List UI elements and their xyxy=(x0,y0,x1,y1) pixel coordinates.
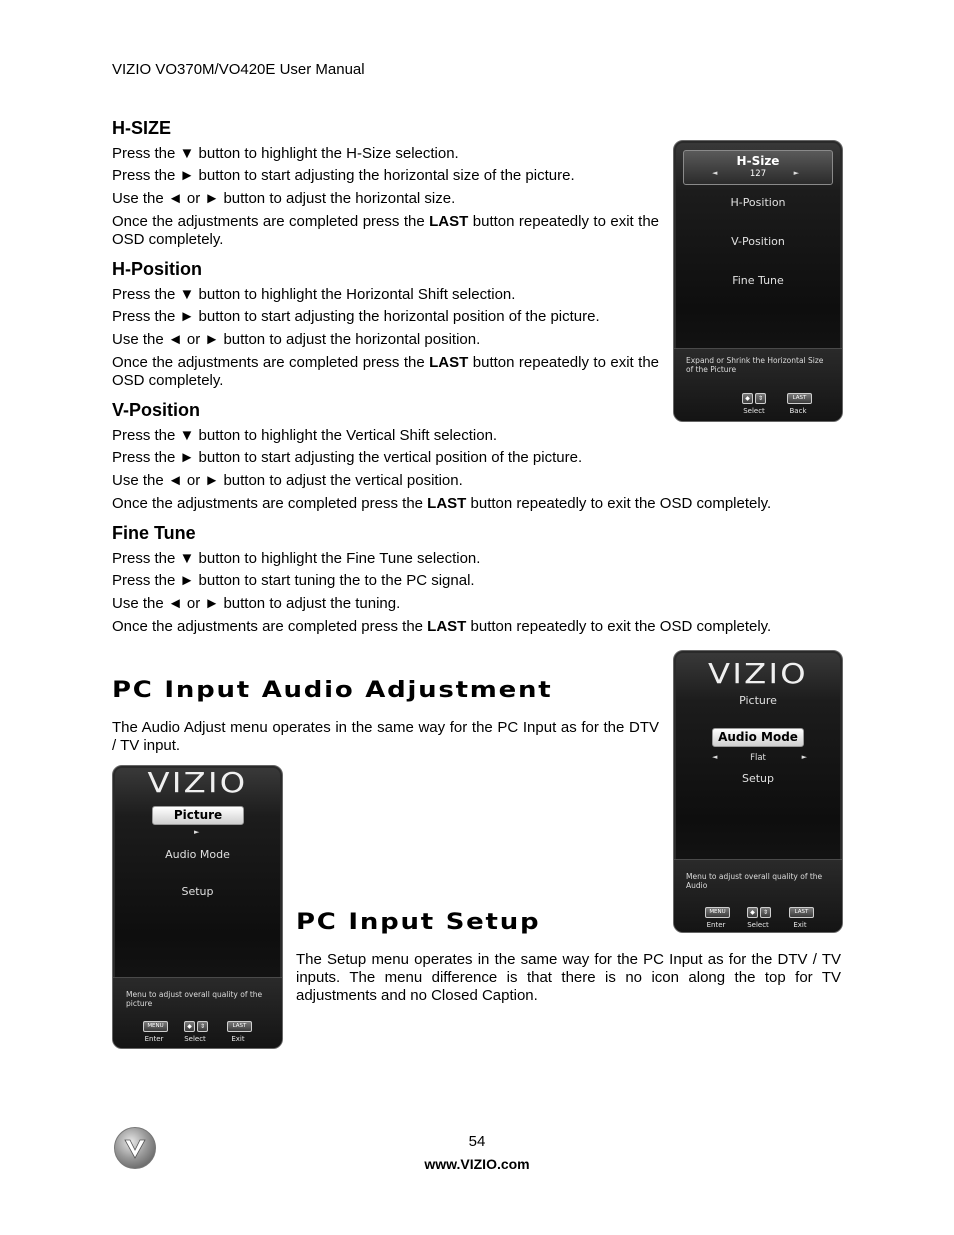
osd-item-v-position: V-Position xyxy=(731,235,785,248)
last-key-icon: LAST xyxy=(789,907,814,918)
osd-h-size-menu xyxy=(673,140,843,422)
fine-tune-heading: Fine Tune xyxy=(112,523,196,543)
osd-help-bar xyxy=(113,977,282,1048)
h-size-heading: H-SIZE xyxy=(112,118,172,138)
h-size-value: 127 xyxy=(749,169,767,179)
fine-tune-step-2: Press the ► button to start tuning the to the PC signal. xyxy=(112,572,475,589)
h-size-step-1: Press the ▼ button to highlight the H-Size selection. xyxy=(112,145,459,162)
enter-label: Enter xyxy=(144,1035,164,1043)
up-down-key-icon: ⇕ xyxy=(755,393,766,404)
right-arrow-icon: ► xyxy=(801,753,807,761)
enter-label: Enter xyxy=(706,921,726,929)
h-size-title: H-Size xyxy=(736,154,780,168)
osd-item-audio-mode-selected: Audio Mode xyxy=(712,728,804,747)
left-arrow-icon: ◄ xyxy=(712,753,718,761)
h-position-step-2: Press the ► button to start adjusting the horizontal position of the picture. xyxy=(112,308,600,325)
last-key-icon: LAST xyxy=(787,393,812,404)
exit-label: Exit xyxy=(231,1035,245,1043)
fine-tune-step-4: Once the adjustments are completed press the LAST button repeatedly to exit the OSD completely. xyxy=(112,618,772,635)
up-down-key-icon: ⇕ xyxy=(760,907,771,918)
osd-item-setup: Setup xyxy=(181,885,214,898)
page-number: 54 xyxy=(468,1133,486,1150)
osd-item-picture-selected: Picture xyxy=(152,806,244,825)
osd-help-text: Menu to adjust overall quality of the picture xyxy=(126,990,263,1008)
up-down-key-icon: ⇕ xyxy=(197,1021,208,1032)
h-position-step-3: Use the ◄ or ► button to adjust the horizontal position. xyxy=(112,331,481,348)
h-size-selected-box xyxy=(683,150,833,185)
select-label: Select xyxy=(747,921,769,929)
osd-help-bar xyxy=(674,348,842,421)
osd-item-picture: Picture xyxy=(739,694,777,707)
v-position-step-3: Use the ◄ or ► button to adjust the vertical position. xyxy=(112,472,463,489)
osd-help-text: Menu to adjust overall quality of the Audio xyxy=(686,872,823,890)
v-position-step-1: Press the ▼ button to highlight the Vertical Shift selection. xyxy=(112,427,498,444)
menu-key-icon: MENU xyxy=(143,1021,168,1032)
osd-help-text: Expand or Shrink the Horizontal Size of the Picture xyxy=(686,356,824,374)
left-right-key-icon: ◆ xyxy=(742,393,753,404)
osd-help-bar xyxy=(674,859,842,932)
left-arrow-icon: ◄ xyxy=(712,169,718,177)
select-label: Select xyxy=(184,1035,206,1043)
setup-section-body: The Setup menu operates in the same way for the PC Input as for the DTV / TV inputs. The menu difference is that there is no icon along the top for TV adjustments and no Closed Caption. xyxy=(296,951,841,1004)
h-position-step-4: Once the adjustments are completed press the LAST button repeatedly to exit the OSD completely. xyxy=(112,354,660,389)
osd-item-setup: Setup xyxy=(741,772,775,785)
running-header: VIZIO VO370M/VO420E User Manual xyxy=(112,61,365,78)
h-size-step-3: Use the ◄ or ► button to adjust the horizontal size. xyxy=(112,190,456,207)
h-position-step-1: Press the ▼ button to highlight the Horizontal Shift selection. xyxy=(112,286,516,303)
fine-tune-step-1: Press the ▼ button to highlight the Fine Tune selection. xyxy=(112,550,481,567)
last-key-icon: LAST xyxy=(227,1021,252,1032)
h-position-heading: H-Position xyxy=(112,259,202,279)
select-label: Select xyxy=(743,407,765,415)
left-right-key-icon: ◆ xyxy=(747,907,758,918)
osd-item-fine-tune: Fine Tune xyxy=(732,274,784,287)
osd-audio-menu xyxy=(673,650,843,933)
menu-key-icon: MENU xyxy=(705,907,730,918)
left-right-key-icon: ◆ xyxy=(184,1021,195,1032)
setup-section-heading: PC Input Setup xyxy=(296,910,541,935)
v-position-step-2: Press the ► button to start adjusting the vertical position of the picture. xyxy=(112,449,583,466)
h-size-step-2: Press the ► button to start adjusting the horizontal size of the picture. xyxy=(112,167,575,184)
right-arrow-icon: ► xyxy=(194,828,200,836)
audio-mode-value: Flat xyxy=(750,753,766,763)
osd-item-audio-mode: Audio Mode xyxy=(165,848,230,861)
v-position-step-4: Once the adjustments are completed press the LAST button repeatedly to exit the OSD completely. xyxy=(112,495,772,512)
exit-label: Exit xyxy=(793,921,807,929)
osd-item-h-position: H-Position xyxy=(730,196,786,209)
osd-picture-menu xyxy=(112,765,283,1049)
fine-tune-step-3: Use the ◄ or ► button to adjust the tuning. xyxy=(112,595,401,612)
back-label: Back xyxy=(789,407,807,415)
footer-url[interactable]: www.VIZIO.com xyxy=(424,1156,530,1172)
vizio-logo: VIZIO xyxy=(708,657,808,690)
h-size-step-4: Once the adjustments are completed press the LAST button repeatedly to exit the OSD completely. xyxy=(112,213,660,248)
audio-section-heading: PC Input Audio Adjustment xyxy=(112,678,553,703)
audio-section-body: The Audio Adjust menu operates in the same way for the PC Input as for the DTV / TV input. xyxy=(112,719,659,754)
right-arrow-icon: ► xyxy=(793,169,799,177)
vizio-logo: VIZIO xyxy=(147,766,248,799)
v-position-heading: V-Position xyxy=(112,400,201,420)
